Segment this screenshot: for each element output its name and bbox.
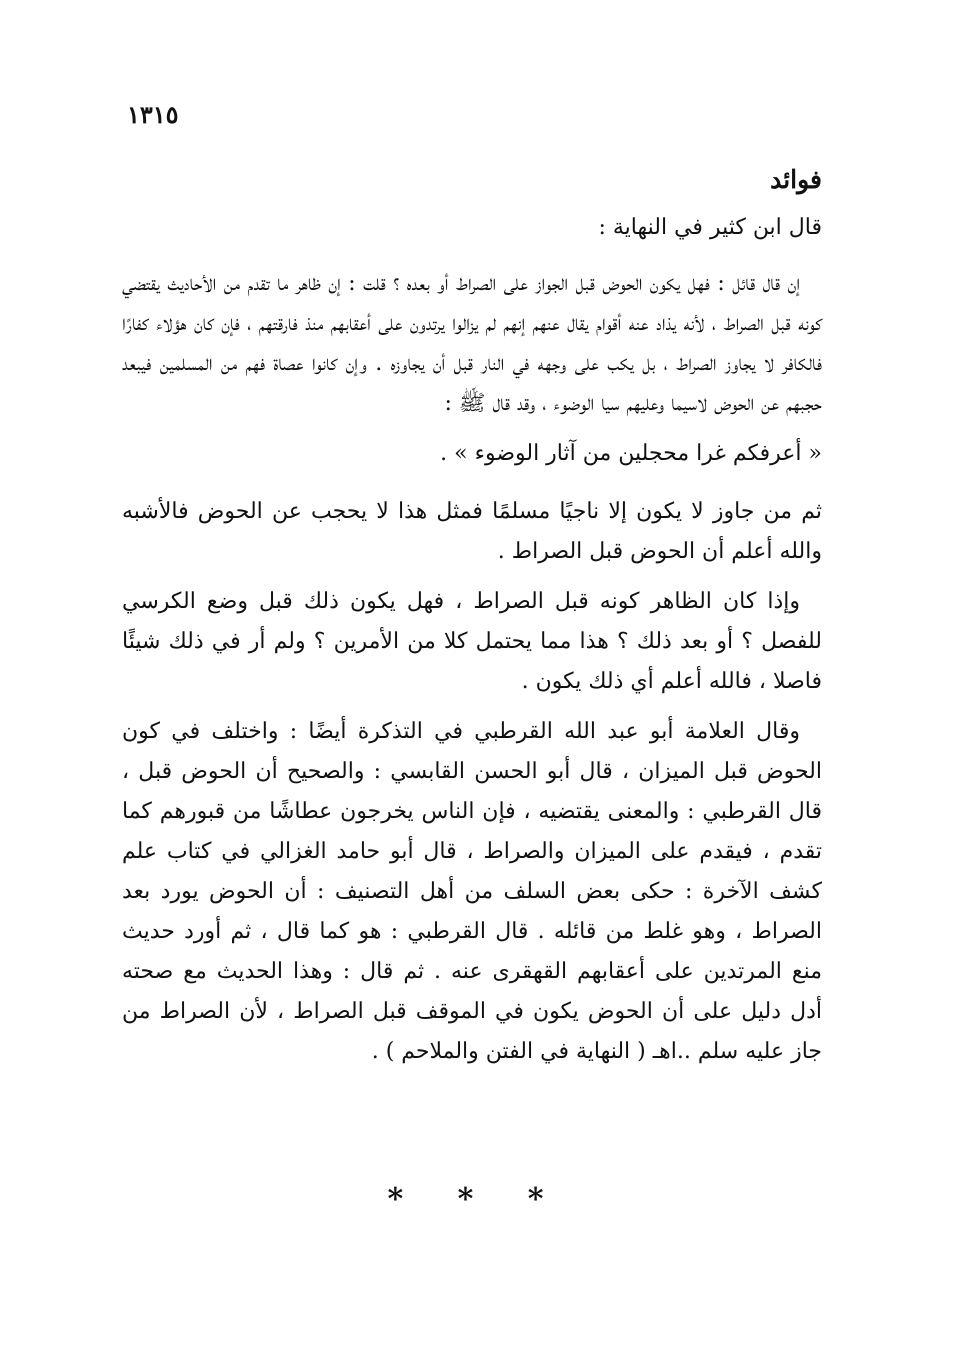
page-body	[122, 165, 822, 1082]
section-heading: فوائد	[770, 165, 822, 194]
paragraph-conclusion: ثم من جاوز لا يكون إلا ناجيًا مسلمًا فمثل هذا لا يحجب عن الحوض فالأشبه والله أعلم أن الحوض قبل الصراط .	[122, 499, 822, 564]
page-number: ١٣١٥	[127, 100, 179, 129]
section-separator: * * *	[387, 1182, 566, 1217]
paragraph-qurtubi: وقال العلامة أبو عبد الله القرطبي في التذكرة أيضًا : واختلف في كون الحوض قبل الميزان ، قال أبو الحسن القابسي : والصحيح أن الحوض قبل ، قال القرطبي : والمعنى يقتضيه ، فإن الناس يخرجون عطاشًا من قبورهم كما تقدم ، فيقدم على الميزان والصراط ، قال أبو حامد الغزالي في كتاب علم كشف الآخرة : حكى بعض السلف من أهل التصنيف : أن الحوض يورد بعد الصراط ، وهو غلط من قائله . قال القرطبي : هو كما قال ، ثم أورد حديث منع المرتدين على أعقابهم القهقرى عنه . ثم قال : وهذا الحديث مع صحته أدل دليل على أن الحوض يكون في الموقف قبل الصراط ، لأن الصراط من جاز عليه سلم ..اهـ ( النهاية في الفتن والملاحم ) .	[122, 719, 822, 1064]
paragraph-intro: قال ابن كثير في النهاية :	[598, 215, 822, 240]
hadith-quote: « أعرفكم غرا محجلين من آثار الوضوء » .	[440, 441, 822, 466]
paragraph-kursi: وإذا كان الظاهر كونه قبل الصراط ، فهل يكون ذلك قبل وضع الكرسي للفصل ؟ أو بعد ذلك ؟ هذا مما يحتمل كلا من الأمرين ؟ ولم أر في ذلك شيئًا فاصلا ، فالله أعلم أي ذلك يكون .	[122, 589, 822, 694]
paragraph-question: إن قال قائل : فهل يكون الحوض قبل الجواز على الصراط أو بعده ؟ قلت : إن ظاهر ما تقدم من الأحاديث يقتضي كونه قبل الصراط ، لأنه يذاد عنه أقوام يقال عنهم إنهم لم يزالوا يرتدون على أعقابهم منذ فارقتهم ، فإن كان هؤلاء كفارًا فالكافر لا يجاوز الصراط ، بل يكب على وجهه في النار قبل أن يجاوزه . وإن كانوا عصاة فهم من المسلمين فيبعد حجبهم عن الحوض لاسيما وعليهم سيا الوضوء ، وقد قال ﷺ :	[122, 271, 822, 416]
